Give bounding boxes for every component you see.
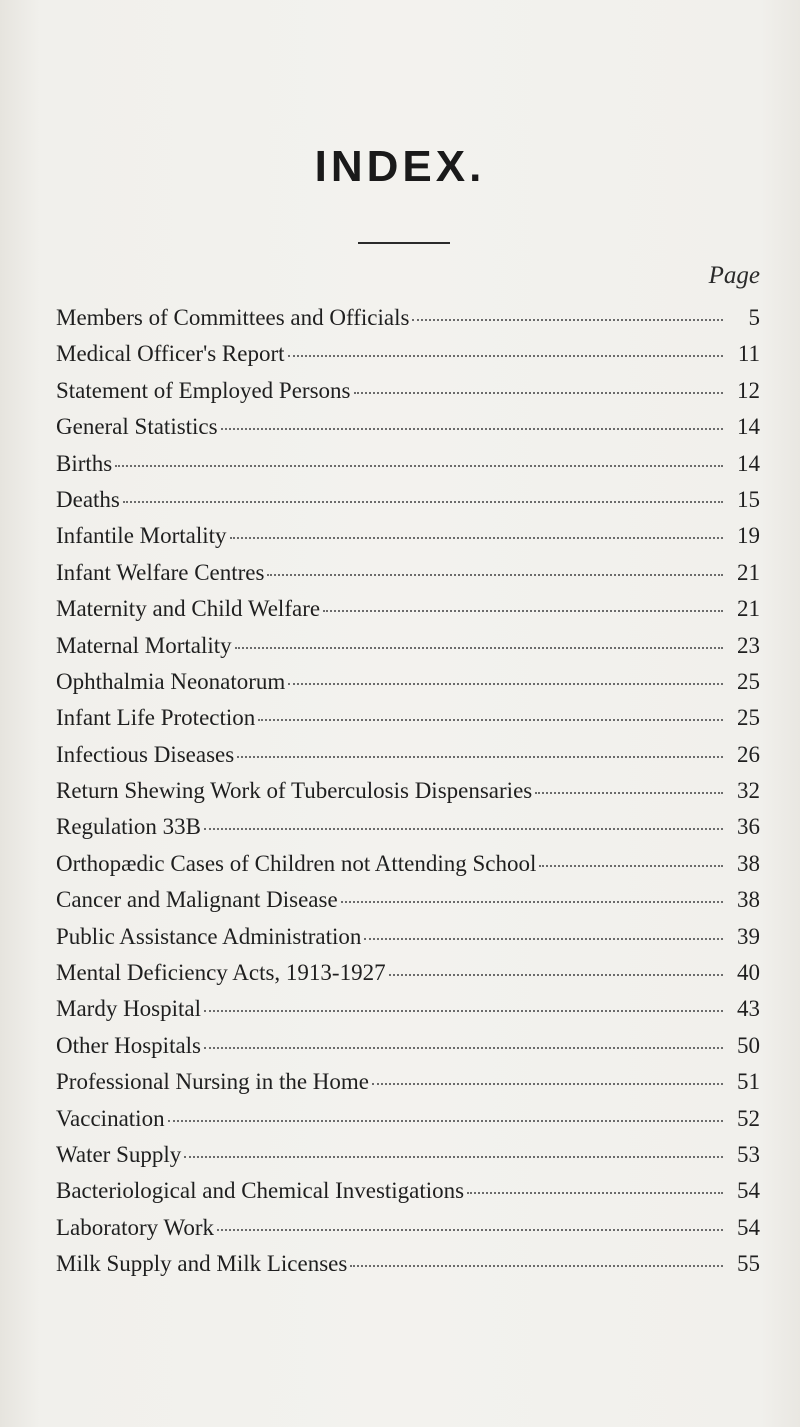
entry-page-number: 51 (737, 1069, 760, 1095)
entry-page-number: 14 (737, 414, 760, 440)
index-entry (56, 887, 760, 923)
entry-title: Regulation 33B (56, 814, 202, 840)
entry-title: General Statistics (56, 414, 218, 440)
entry-page-number: 53 (737, 1141, 760, 1167)
dot-leader (184, 1156, 723, 1158)
entry-title: Mardy Hospital (56, 996, 202, 1022)
entry-page-number: 38 (737, 850, 760, 876)
entry-title: Bacteriological and Chemical Investigations (56, 1178, 465, 1204)
dot-leader (235, 647, 723, 649)
index-entry (56, 705, 760, 741)
entry-title: Mental Deficiency Acts, 1913-1927 (56, 960, 386, 986)
dot-leader (354, 392, 724, 394)
dot-leader (123, 501, 723, 503)
entry-page-number: 19 (737, 523, 760, 549)
dot-leader (389, 974, 723, 976)
index-entry (56, 487, 760, 523)
index-entry (56, 341, 760, 377)
entry-page-number: 39 (737, 923, 760, 949)
entry-page-number: 36 (737, 814, 760, 840)
entry-title: Statement of Employed Persons (56, 377, 351, 403)
index-entry (56, 742, 760, 778)
entry-page-number: 14 (737, 450, 760, 476)
dot-leader (350, 1265, 723, 1267)
dot-leader (323, 610, 723, 612)
index-entry (56, 596, 760, 632)
dot-leader (204, 828, 723, 830)
entry-title: Members of Committees and Officials (56, 305, 410, 330)
dot-leader (535, 792, 723, 794)
entry-title: Cancer and Malignant Disease (56, 887, 338, 913)
index-title: INDEX. (314, 142, 486, 191)
index-entry (56, 1069, 760, 1105)
entry-page-number: 23 (737, 632, 760, 658)
index-entry (56, 996, 760, 1032)
entry-page-number: 55 (737, 1251, 760, 1277)
entry-page-number: 11 (737, 341, 760, 367)
dot-leader (204, 1010, 723, 1012)
dot-leader (467, 1192, 723, 1194)
dot-leader (221, 428, 723, 430)
entry-page-number: 43 (737, 996, 760, 1022)
dot-leader (217, 1229, 723, 1231)
index-entry (56, 1215, 760, 1251)
entry-title: Professional Nursing in the Home (56, 1069, 370, 1095)
entry-page-number: 54 (737, 1214, 760, 1240)
entry-title: Maternal Mortality (56, 632, 232, 658)
entry-title: Ophthalmia Neonatorum (56, 668, 286, 694)
title-divider (358, 242, 450, 244)
dot-leader (115, 465, 723, 467)
entry-page-number: 54 (737, 1178, 760, 1204)
dot-leader (168, 1120, 723, 1122)
entry-page-number: 38 (737, 887, 760, 913)
index-entry (56, 305, 760, 341)
index-entry (56, 669, 760, 705)
dot-leader (267, 574, 723, 576)
entry-page-number: 21 (737, 596, 760, 622)
index-entry (56, 1178, 760, 1214)
entry-title: Infantile Mortality (56, 523, 227, 549)
entry-title: Infant Welfare Centres (56, 559, 265, 585)
dot-leader (364, 938, 723, 940)
index-entry (56, 924, 760, 960)
index-entry (56, 1251, 760, 1287)
entry-title: Births (56, 450, 113, 476)
entry-page-number: 12 (737, 377, 760, 403)
entry-title: Vaccination (56, 1105, 165, 1131)
index-list (56, 305, 760, 1288)
entry-title: Deaths (56, 486, 120, 512)
index-entry (56, 1142, 760, 1178)
entry-title: Milk Supply and Milk Licenses (56, 1251, 348, 1277)
index-entry (56, 778, 760, 814)
index-entry (56, 633, 760, 669)
index-entry (56, 814, 760, 850)
dot-leader (237, 756, 723, 758)
entry-title: Maternity and Child Welfare (56, 596, 321, 622)
entry-title: Medical Officer's Report (56, 341, 285, 367)
dot-leader (258, 719, 723, 721)
entry-title: Laboratory Work (56, 1214, 215, 1240)
index-entry (56, 851, 760, 887)
dot-leader (204, 1047, 723, 1049)
entry-page-number: 40 (737, 960, 760, 986)
dot-leader (539, 865, 723, 867)
index-entry (56, 523, 760, 559)
entry-page-number: 52 (737, 1105, 760, 1131)
index-entry (56, 960, 760, 996)
dot-leader (288, 355, 723, 357)
entry-page-number: 26 (737, 741, 760, 767)
entry-page-number: 5 (748, 305, 760, 330)
entry-title: Public Assistance Administration (56, 923, 362, 949)
index-entry (56, 560, 760, 596)
index-entry (56, 1106, 760, 1142)
dot-leader (288, 683, 723, 685)
entry-page-number: 25 (737, 668, 760, 694)
index-entry (56, 1033, 760, 1069)
index-entry (56, 451, 760, 487)
entry-title: Infectious Diseases (56, 741, 235, 767)
entry-page-number: 25 (737, 705, 760, 731)
entry-title: Return Shewing Work of Tuberculosis Dispensaries (56, 778, 533, 804)
dot-leader (341, 901, 723, 903)
entry-page-number: 50 (737, 1032, 760, 1058)
entry-title: Other Hospitals (56, 1032, 202, 1058)
entry-page-number: 32 (737, 778, 760, 804)
page-column-header: Page (708, 262, 760, 289)
entry-title: Orthopædic Cases of Children not Attending School (56, 850, 537, 876)
entry-page-number: 15 (737, 486, 760, 512)
dot-leader (230, 537, 723, 539)
entry-title: Infant Life Protection (56, 705, 256, 731)
index-entry (56, 414, 760, 450)
dot-leader (372, 1083, 723, 1085)
entry-title: Water Supply (56, 1141, 182, 1167)
entry-page-number: 21 (737, 559, 760, 585)
dot-leader (412, 319, 723, 321)
index-entry (56, 378, 760, 414)
